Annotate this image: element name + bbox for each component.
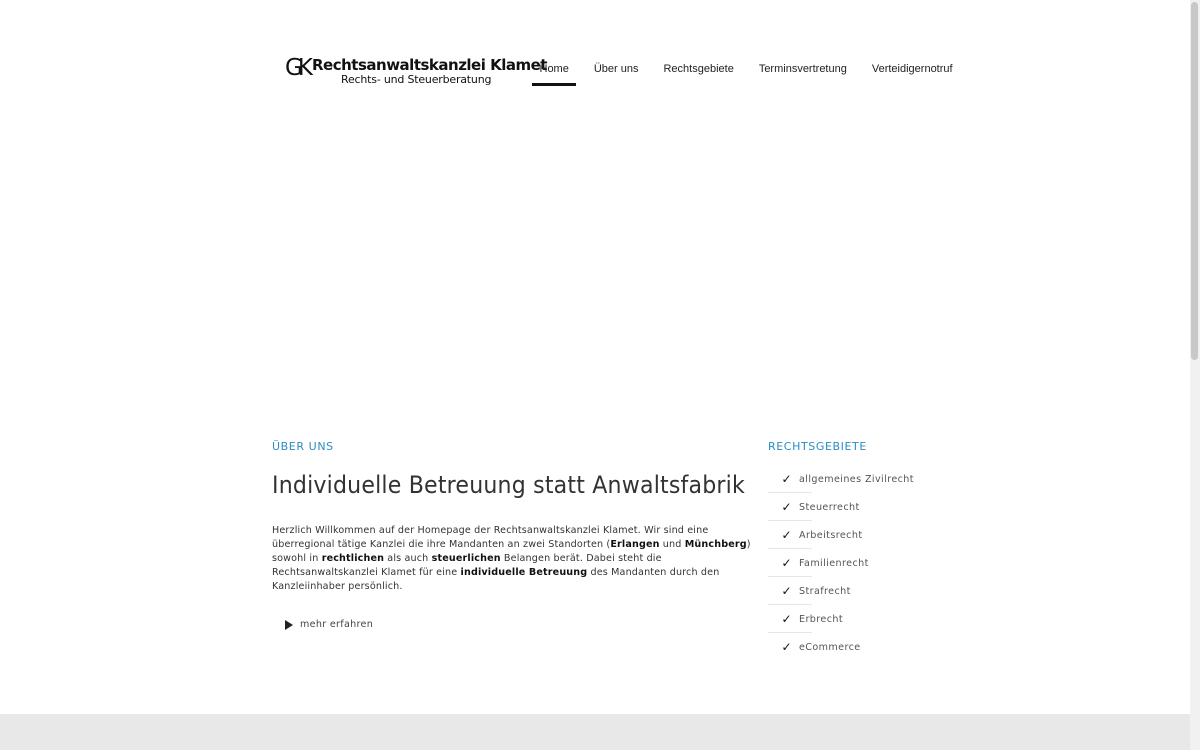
about-section: [272, 440, 752, 630]
intro-text-part: Herzlich Willkommen auf der Homepage der Rechtsanwaltskanzlei Klamet. Wir sind eine überregional tätige Kanzlei die ihre Mandanten an zwei Standorten (: [272, 525, 709, 550]
intro-bold-muenchberg: Münchberg: [684, 539, 747, 550]
area-item[interactable]: [768, 577, 928, 605]
footer-band: [0, 714, 1190, 750]
intro-text: [272, 524, 752, 594]
checkmark-icon: ✓: [781, 584, 792, 598]
intro-text-part: ) sowohl in: [272, 539, 751, 564]
checkmark-icon: ✓: [781, 612, 792, 626]
intro-text-part: Belangen berät. Dabei steht die Rechtsanwaltskanzlei Klamet für eine: [272, 553, 662, 578]
intro-bold-steuerlichen: steuerlichen: [431, 553, 501, 564]
area-item[interactable]: [768, 633, 928, 661]
area-item[interactable]: [768, 493, 928, 521]
checkmark-icon: ✓: [781, 500, 792, 514]
logo-mark: GK: [285, 55, 308, 81]
area-item-label: Strafrecht: [799, 585, 851, 597]
scrollbar-thumb[interactable]: [1191, 2, 1198, 360]
checkmark-icon: ✓: [781, 640, 792, 654]
nav-verteidigernotruf[interactable]: Verteidigernotruf: [871, 63, 953, 75]
play-icon: [285, 620, 293, 630]
more-link[interactable]: [285, 619, 373, 630]
area-item[interactable]: [768, 549, 928, 577]
intro-text-part: des Mandanten durch den Kanzleiinhaber persönlich.: [272, 567, 720, 592]
nav-rechtsgebiete[interactable]: Rechtsgebiete: [663, 63, 734, 75]
intro-text-part: als auch: [384, 553, 432, 564]
page-heading: Individuelle Betreuung statt Anwaltsfabrik: [272, 471, 745, 499]
areas-section-label: RECHTSGEBIETE: [768, 440, 867, 453]
logo-subtitle: Rechts- und Steuerberatung: [341, 73, 492, 86]
area-item-label: eCommerce: [799, 641, 861, 653]
area-item[interactable]: [768, 605, 928, 633]
area-item[interactable]: [768, 465, 928, 493]
area-item-label: Familienrecht: [799, 557, 869, 569]
intro-bold-betreuung: individuelle Betreuung: [460, 567, 588, 578]
area-item-label: Erbrecht: [799, 613, 844, 625]
site-header: [0, 0, 1190, 100]
intro-bold-erlangen: Erlangen: [610, 539, 660, 550]
logo-title: Rechtsanwaltskanzlei Klamet: [312, 56, 547, 74]
logo[interactable]: [285, 53, 547, 89]
nav-ueber-uns[interactable]: Über uns: [593, 63, 639, 75]
nav-home[interactable]: Home: [527, 62, 581, 86]
areas-sidebar: [768, 440, 928, 654]
more-link-label: mehr erfahren: [300, 619, 374, 630]
intro-bold-rechtlichen: rechtlichen: [321, 553, 385, 564]
about-section-label: ÜBER UNS: [272, 440, 334, 453]
area-item-label: allgemeines Zivilrecht: [799, 473, 914, 485]
checkmark-icon: ✓: [781, 528, 792, 542]
area-item-label: Arbeitsrecht: [799, 529, 863, 541]
area-item[interactable]: [768, 521, 928, 549]
checkmark-icon: ✓: [781, 472, 792, 486]
nav-terminsvertretung[interactable]: Terminsvertretung: [758, 63, 847, 75]
checkmark-icon: ✓: [781, 556, 792, 570]
intro-text-part: und: [659, 539, 685, 550]
area-item-label: Steuerrecht: [799, 501, 860, 513]
areas-list: [768, 465, 928, 661]
main-nav: [527, 62, 965, 86]
page-scrollbar[interactable]: [1190, 0, 1200, 750]
